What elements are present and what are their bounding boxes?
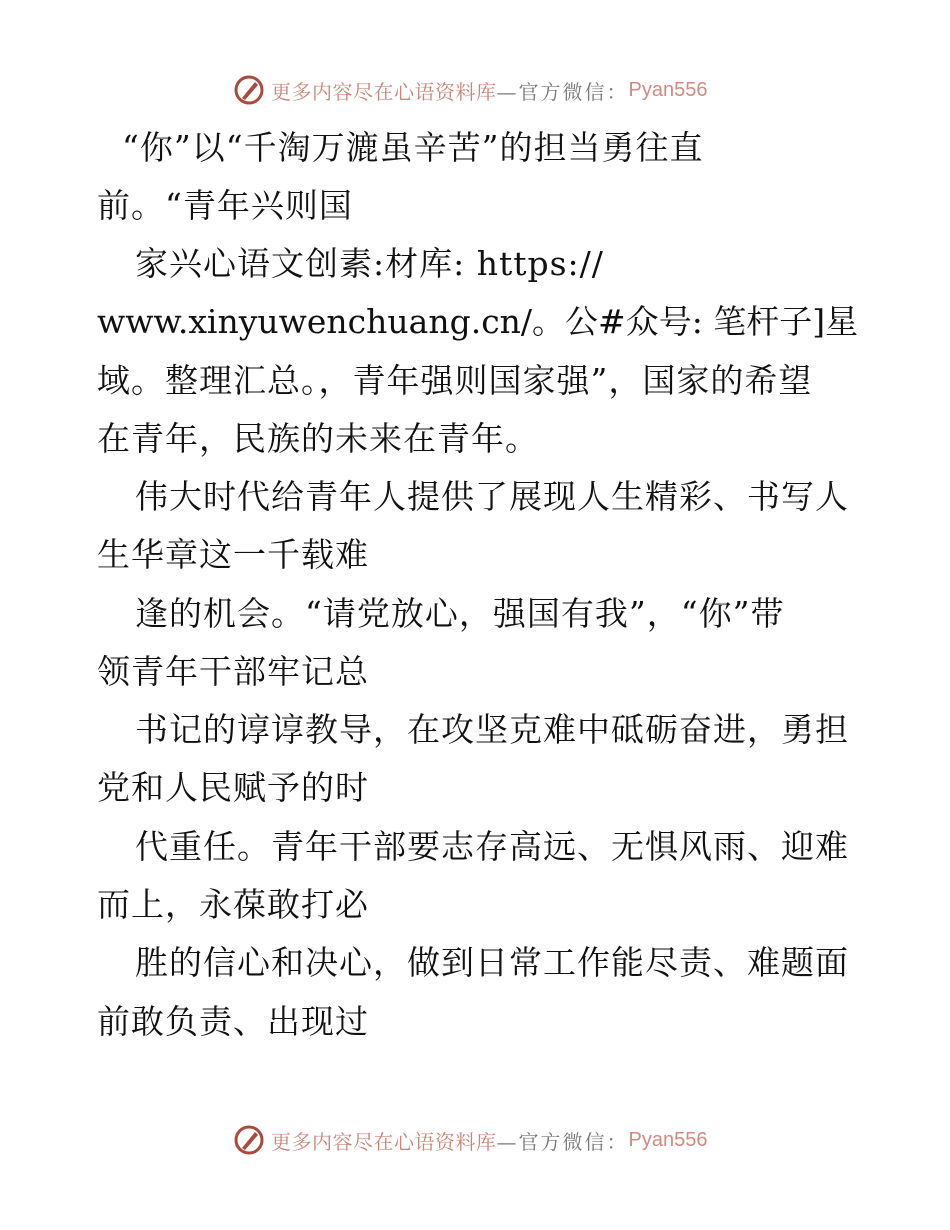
footer-dash-text: —官方微信： (496, 1129, 629, 1154)
body-line: 胜的信心和决心，做到日常工作能尽责、难题面 (135, 943, 849, 982)
quill-logo-icon (233, 74, 265, 106)
body-line: 党和人民赋予的时 (97, 768, 369, 807)
header-brand-text: 更多内容尽在心语资料库 (271, 79, 497, 104)
page-footer-watermark (233, 1122, 707, 1158)
body-line: 生华章这一千载难 (97, 535, 369, 574)
body-line: “你”以“千淘万漉虽辛苦”的担当勇往直 (122, 128, 704, 167)
body-line: 书记的谆谆教导，在攻坚克难中砥砺奋进，勇担 (135, 710, 849, 749)
body-line: www.xinyuwenchuang.cn/。公#众号: 笔杆子]星 (97, 302, 859, 341)
quill-logo-icon (233, 1124, 265, 1156)
body-line: 而上，永葆敢打必 (97, 885, 369, 924)
body-line: 域。整理汇总。，青年强则国家强”，国家的希望 (97, 361, 813, 400)
header-dash-text: —官方微信： (496, 79, 629, 104)
footer-wechat-id: Pyan556 (628, 1128, 708, 1151)
body-line: 在青年，民族的未来在青年。 (97, 419, 539, 458)
body-line: 家兴心语文创素:材库: https:// (135, 244, 604, 283)
footer-brand-text: 更多内容尽在心语资料库 (271, 1129, 497, 1154)
body-line: 逢的机会。“请党放心，强国有我”，“你”带 (135, 594, 785, 633)
body-line: 代重任。青年干部要志存高远、无惧风雨、迎难 (135, 827, 849, 866)
body-line: 前。“青年兴则国 (97, 186, 353, 225)
body-line: 伟大时代给青年人提供了展现人生精彩、书写人 (135, 477, 849, 516)
body-line: 前敢负责、出现过 (97, 1002, 369, 1041)
header-wechat-id: Pyan556 (628, 78, 708, 101)
page-header-watermark (233, 72, 707, 108)
body-line: 领青年干部牢记总 (97, 652, 369, 691)
